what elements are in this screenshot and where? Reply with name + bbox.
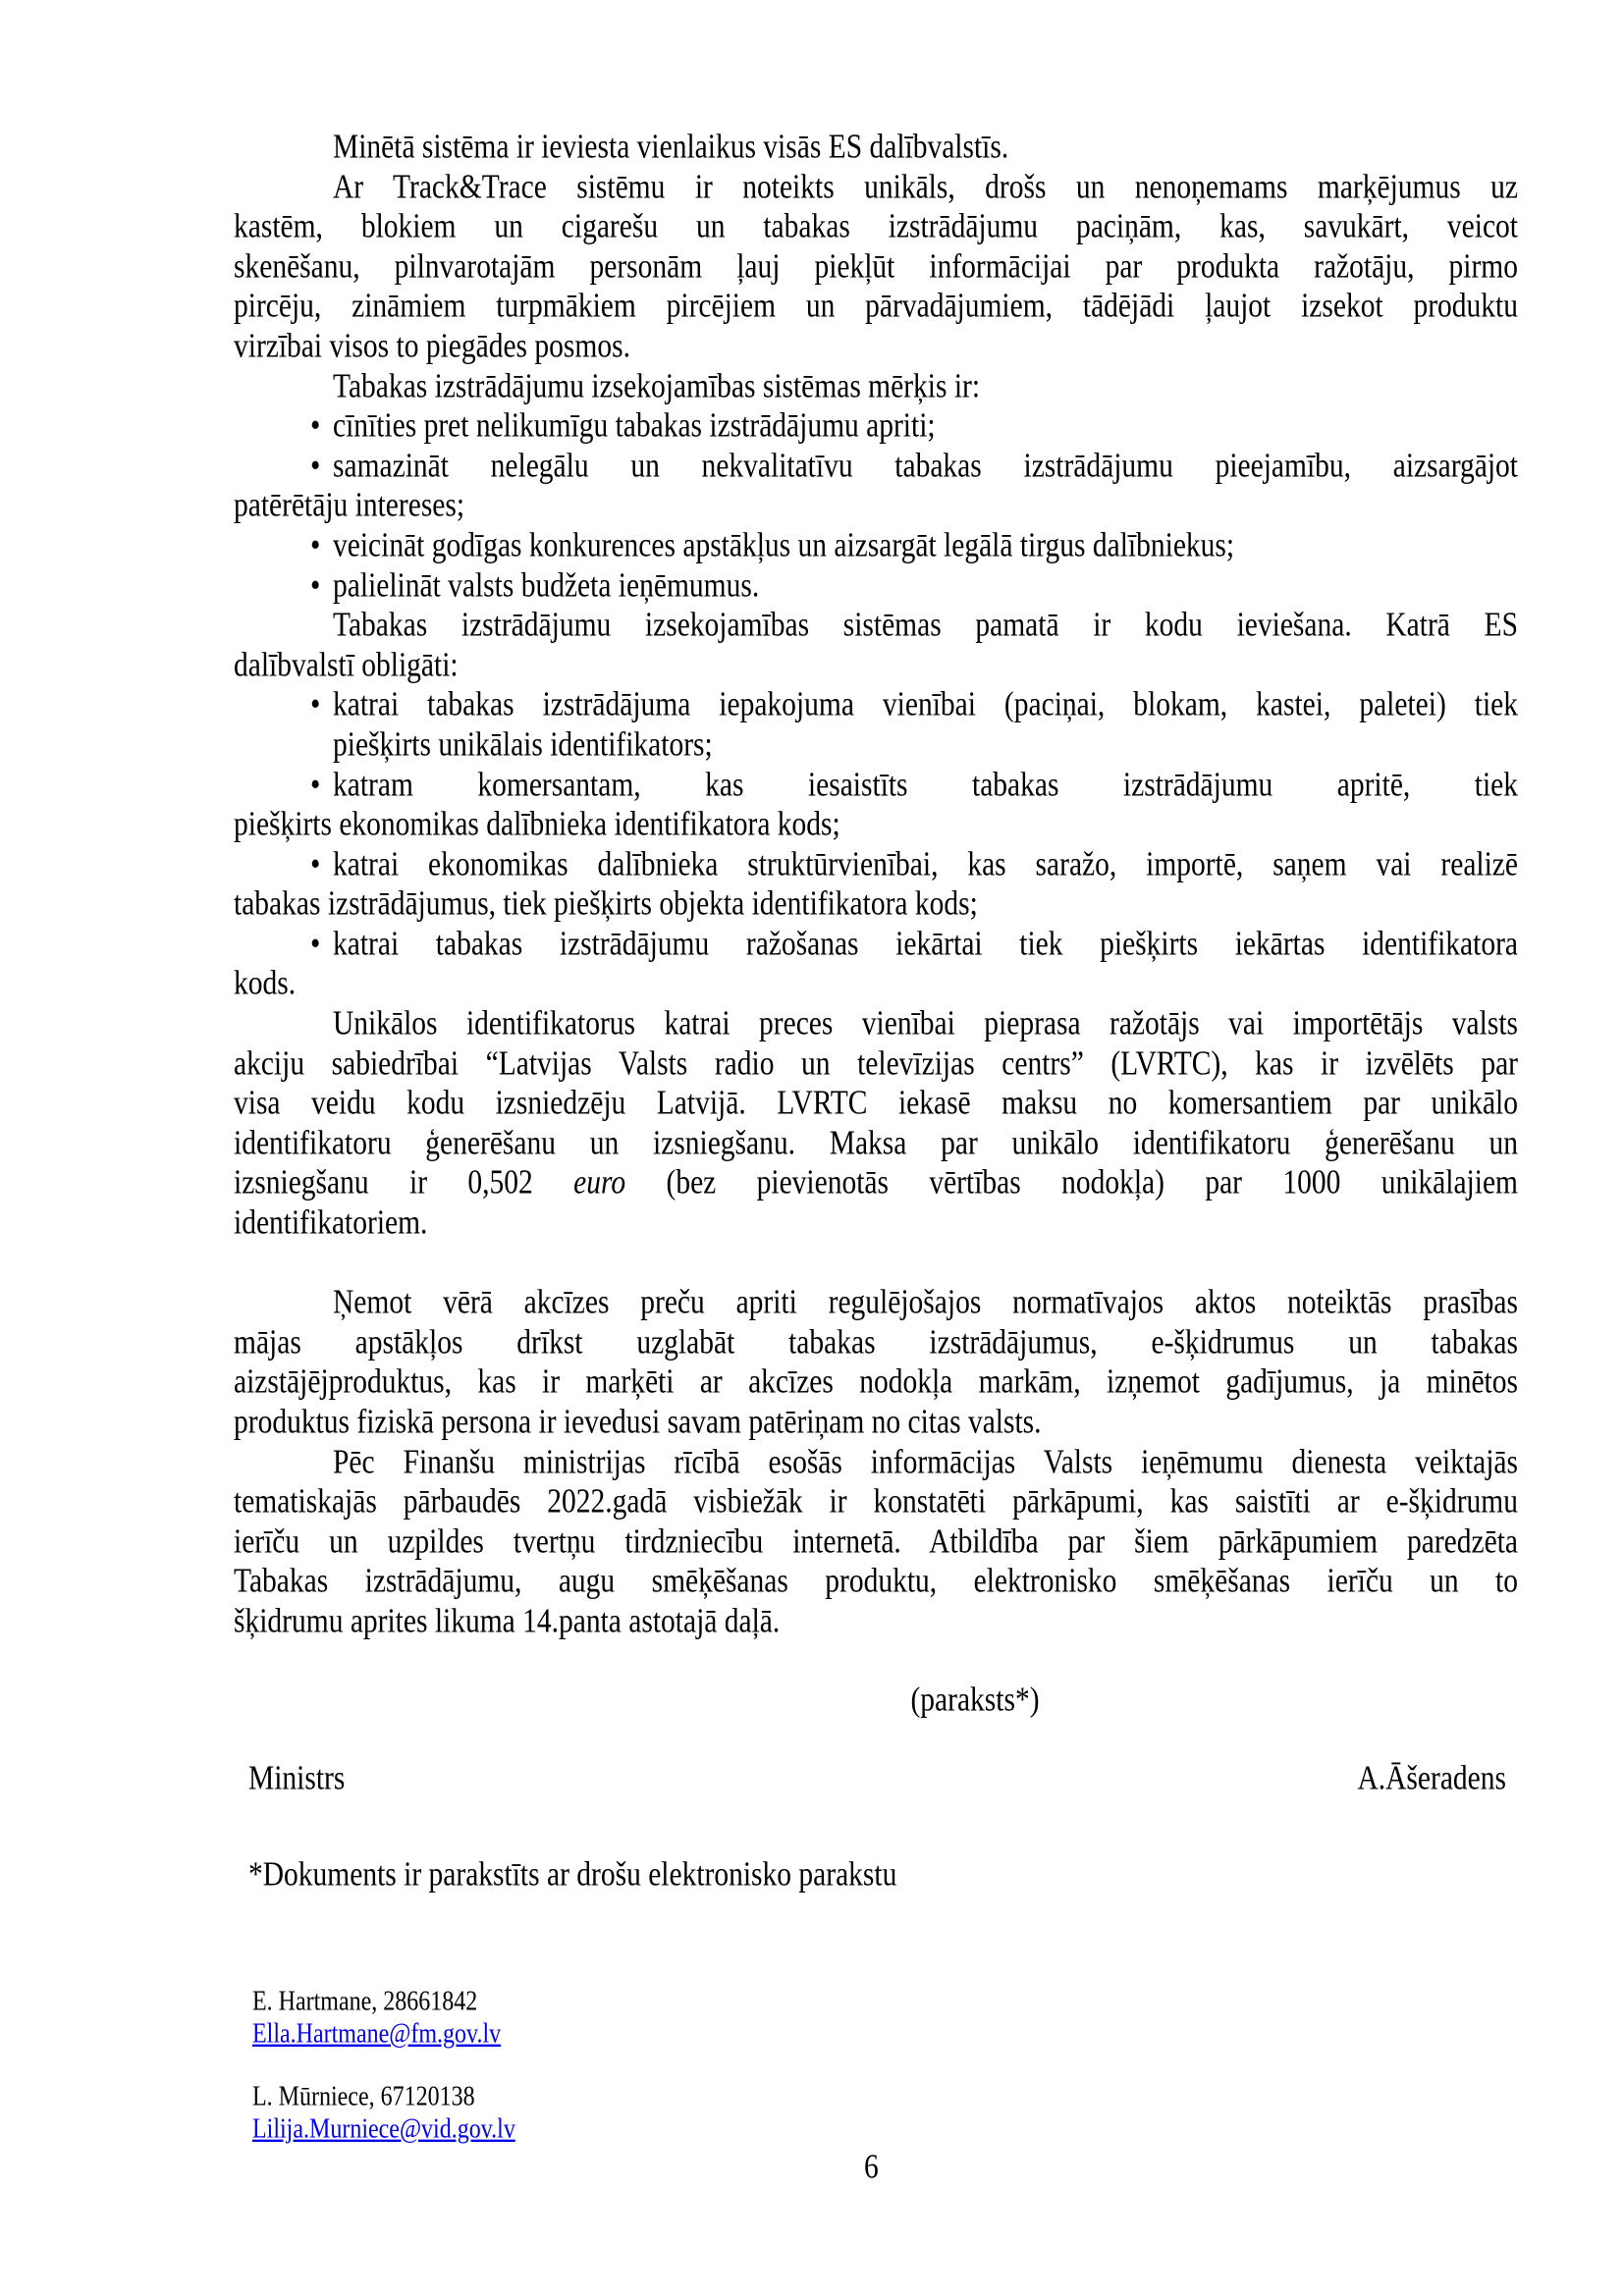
paragraph-line: Tabakas izstrādājumu, augu smēķēšanas produktu, elektronisko smēķēšanas ierīču un to [234,1563,1518,1601]
bullet-item-continuation: kods. [234,965,297,1003]
bullet-icon: • [310,766,321,804]
paragraph-line: produktus fiziskā persona ir ievedusi savam patēriņam no citas valsts. [234,1404,1042,1441]
paragraph-line: akciju sabiedrībai “Latvijas Valsts radio un televīzijas centrs” (LVRTC), kas ir izvēlēts par [234,1044,1518,1083]
bullet-icon: • [310,566,321,605]
bullet-item: • katrai tabakas izstrādājuma iepakojuma vienībai (paciņai, blokam, kastei, paletei) tiek [234,682,1518,729]
contact-name-phone: L. Mūrniece, 67120138 [252,2081,475,2112]
paragraph-line: identifikatoru ģenerēšanu un izsniegšanu. Maksa par unikālo identifikatoru ģenerēšanu un [234,1124,1518,1162]
paragraph-line: Tabakas izstrādājumu izsekojamības sistēmas mērķis ir: [333,367,981,405]
paragraph-line: aizstājējproduktus, kas ir marķēti ar akcīzes nodokļa markām, izņemot gadījumus, ja minētos [234,1363,1518,1402]
bullet-icon: • [310,527,321,564]
bullet-item: • veicināt godīgas konkurences apstākļus un aizsargāt legālā tirgus dalībniekus; [234,522,1518,569]
contact-name-phone: E. Hartmane, 28661842 [252,1986,478,2017]
paragraph-line: virzībai visos to piegādes posmos. [234,328,630,365]
paragraph-line: Tabakas izstrādājumu izsekojamības sistēmas pamatā ir kodu ieviešana. Katrā ES [333,607,1518,644]
paragraph-line: Pēc Finanšu ministrijas rīcībā esošās informācijas Valsts ieņēmumu dienesta veiktajās [333,1443,1518,1481]
bullet-item: • katrai tabakas izstrādājumu ražošanas iekārtai tiek piešķirts iekārtas identifikatora [234,921,1518,968]
bullet-item: • katrai ekonomikas dalībnieka struktūrvienībai, kas saražo, importē, saņem vai realizē [234,841,1518,888]
bullet-item: • samazināt nelegālu un nekvalitatīvu tabakas izstrādājumu pieejamību, aizsargājot [234,443,1518,490]
paragraph-line: dalībvalstī obligāti: [234,646,459,684]
paragraph-line-fee: izsniegšanu ir 0,502 euro (bez pievienotās vērtības nodokļa) par 1000 unikālajiem [234,1164,1518,1202]
paragraph-line: Minētā sistēma ir ieviesta vienlaikus visās ES dalībvalstīs. [333,129,1009,166]
paragraph-line: visa veidu kodu izsniedzēju Latvijā. LVRTC iekasē maksu no komersantiem par unikālo [234,1085,1518,1123]
bullet-icon: • [310,686,321,724]
bullet-icon: • [310,447,321,485]
paragraph-line: kastēm, blokiem un cigarešu un tabakas izstrādājumu paciņām, kas, savukārt, veicot [234,208,1518,246]
paragraph-line: tematiskajās pārbaudēs 2022.gadā visbiežāk ir konstatēti pārkāpumi, kas saistīti ar e-šķidrumu [234,1483,1518,1522]
bullet-icon: • [310,925,321,963]
bullet-icon: • [310,845,321,883]
email-link[interactable]: Lilija.Murniece@vid.gov.lv [252,2113,515,2145]
contact-email[interactable] [252,2015,501,2053]
document-body [234,128,1518,1642]
bullet-icon: • [310,407,321,445]
paragraph-line: skenēšanu, pilnvarotajām personām ļauj piekļūt informācijai par produkta ražotāju, pirmo [234,247,1518,286]
bullet-item-continuation: piešķirts ekonomikas dalībnieka identifikatora kods; [234,806,840,843]
paragraph-line: pircēju, zināmiem turpmākiem pircējiem un pārvadājumiem, tādējādi ļaujot izsekot produktu [234,288,1518,326]
contact-email[interactable] [252,2110,515,2148]
signer-name: A.Āšeradens [1357,1760,1506,1797]
bullet-item-continuation: tabakas izstrādājumus, tiek piešķirts objekta identifikatora kods; [234,885,978,924]
bullet-item: • cīnīties pret nelikumīgu tabakas izstrādājumu apriti; [234,403,1518,451]
paragraph-line: identifikatoriem. [234,1204,428,1242]
bullet-item-continuation: piešķirts unikālais identifikators; [333,725,713,764]
spacer [234,1244,1518,1284]
signer-role: Ministrs [248,1760,346,1797]
bullet-item: • palielināt valsts budžeta ieņēmumus. [234,562,1518,610]
paragraph-line: Ar Track&Trace sistēmu ir noteikts unikāls, drošs un nenoņemams marķējumus uz [333,168,1518,206]
bullet-item: • katram komersantam, kas iesaistīts tabakas izstrādājumu apritē, tiek [234,762,1518,809]
paragraph-line: šķidrumu aprites likuma 14.panta astotajā daļā. [234,1603,781,1640]
paragraph-line: ierīču un uzpildes tvertņu tirdzniecību internetā. Atbildība par šiem pārkāpumiem paredzēta [234,1522,1518,1561]
bullet-item-continuation: patērētāju intereses; [234,487,465,525]
paragraph-line: Ņemot vērā akcīzes preču apriti regulējošajos normatīvajos aktos noteiktās prasības [333,1284,1518,1322]
email-link[interactable]: Ella.Hartmane@fm.gov.lv [252,2018,502,2050]
signature-footnote: *Dokuments ir parakstīts ar drošu elektronisko parakstu [248,1856,897,1894]
paragraph-line: Unikālos identifikatorus katrai preces vienībai pieprasa ražotājs vai importētājs valsts [333,1005,1518,1042]
signature-placeholder: (paraksts*) [910,1682,1040,1719]
page-number: 6 [864,2149,879,2186]
paragraph-line: mājas apstākļos drīkst uzglabāt tabakas izstrādājumus, e-šķidrumus un tabakas [234,1323,1518,1362]
